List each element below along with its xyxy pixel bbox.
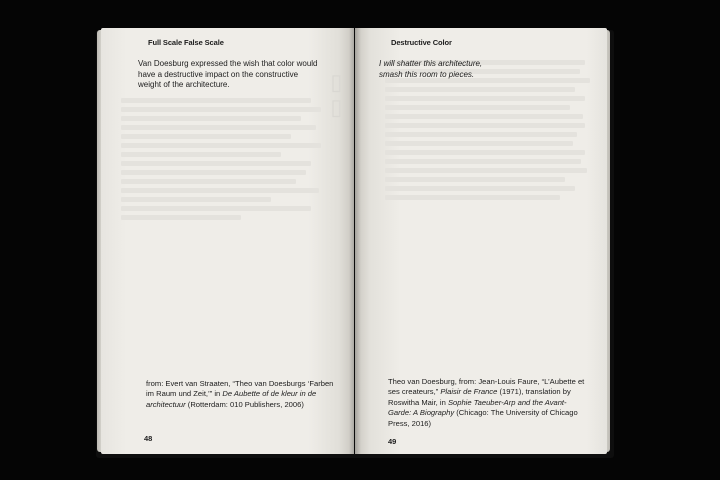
left-source-title: De Aubette of de kleur in de architectuur (146, 389, 317, 409)
left-page (101, 28, 354, 454)
right-source-suffix: (Chicago: The University of Chicago Press, 2016) (388, 408, 578, 428)
right-source-title-1: Plaisir de France (440, 387, 498, 397)
left-page-number: 48 (144, 434, 153, 443)
right-page-quote: I will shatter this architecture, smash this room to pieces. (379, 59, 483, 79)
right-source-mid: (1971), translation by Roswitha Mair, in (388, 387, 571, 407)
left-page-source (146, 379, 336, 410)
left-page-header: Full Scale False Scale (148, 38, 224, 47)
right-page-number: 49 (388, 437, 397, 446)
right-page (355, 28, 607, 454)
right-source-prefix: Theo van Doesburg, from: Jean-Louis Faure, “L’Aubette et ses createurs,” (388, 377, 585, 397)
right-page-header: Destructive Color (391, 38, 452, 47)
right-page-source (388, 377, 588, 429)
left-source-suffix: (Rotterdam: 010 Publishers, 2006) (185, 399, 304, 409)
right-source-title-2: Sophie Taeuber-Arp and the Avant-Garde: A Biography (388, 397, 567, 418)
left-source-prefix: from: Evert van Straaten, “Theo van Doesburgs ‘Farben im Raum und Zeit,’” in (146, 379, 334, 399)
show-through-text (121, 98, 331, 224)
left-page-body: Van Doesburg expressed the wish that color would have a destructive impact on the constructive weight of the architecture. (138, 59, 318, 89)
show-through-text (385, 60, 595, 204)
show-through-letters: ▯▯ (323, 72, 348, 122)
